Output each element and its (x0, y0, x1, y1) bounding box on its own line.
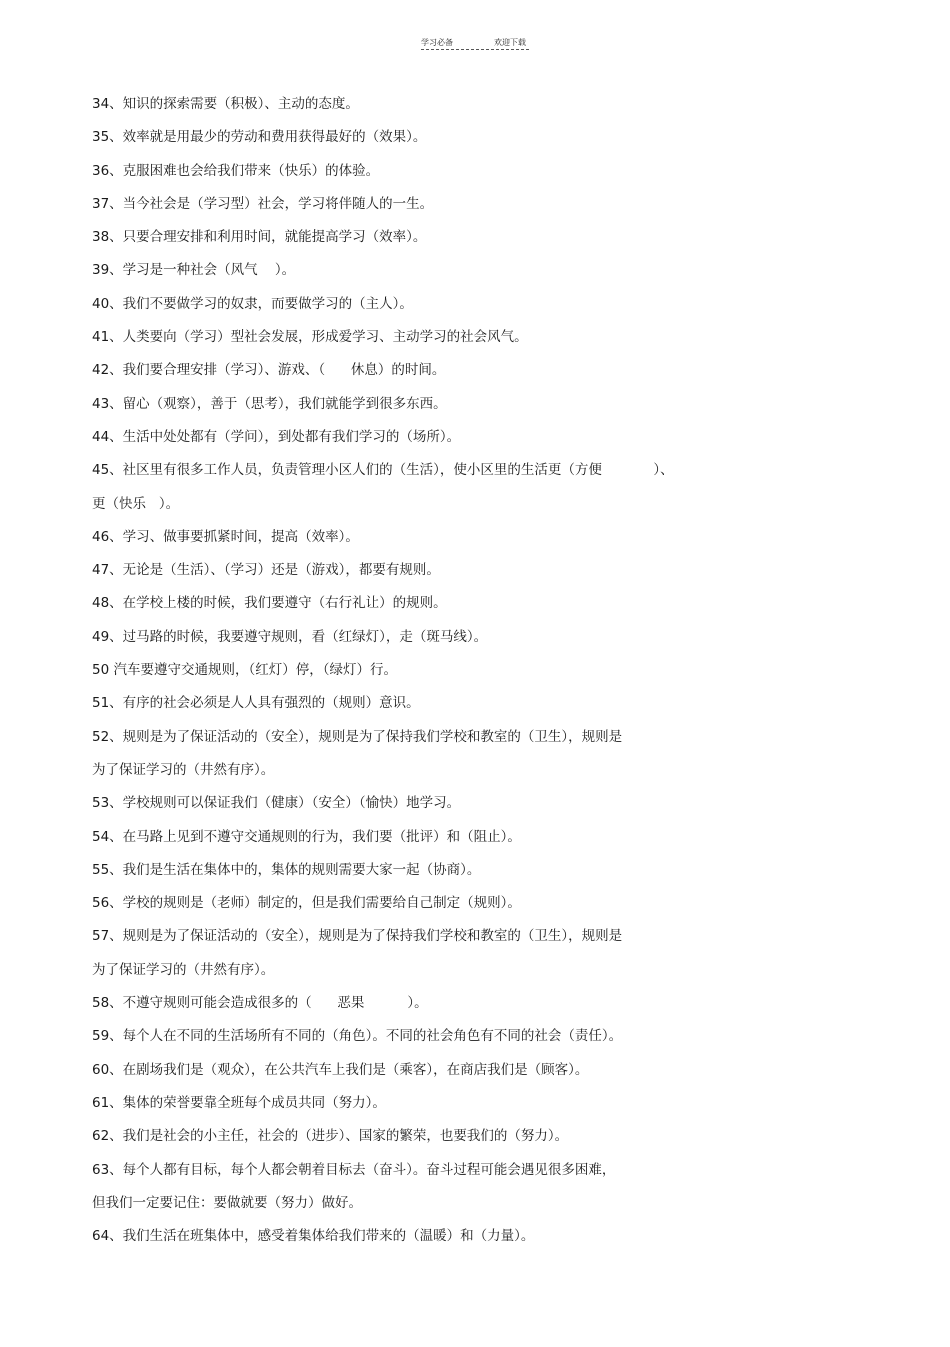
text-line: 39、学习是一种社会（风气 ）。 (92, 262, 296, 279)
text-line: 59、每个人在不同的生活场所有不同的（角色）。不同的社会角色有不同的社会（责任）。 (92, 1028, 623, 1045)
text-line: 为了保证学习的（井然有序）。 (92, 761, 275, 778)
text-line: 50 汽车要遵守交通规则，（红灯）停，（绿灯）行。 (92, 662, 397, 679)
text-line: 为了保证学习的（井然有序）。 (92, 961, 275, 978)
text-line: 43、留心（观察），善于（思考），我们就能学到很多东西。 (92, 395, 447, 412)
page-header (421, 37, 531, 51)
header-right-text: 欢迎下载 (494, 38, 526, 47)
text-line: 52、规则是为了保证活动的（安全），规则是为了保持我们学校和教室的（卫生），规则是 (92, 728, 623, 745)
text-line: 62、我们是社会的小主任，社会的（进步）、国家的繁荣，也要我们的（努力）。 (92, 1128, 569, 1145)
text-line: 35、效率就是用最少的劳动和费用获得最好的（效果）。 (92, 129, 427, 146)
text-line: 44、生活中处处都有（学问），到处都有我们学习的（场所）。 (92, 428, 461, 445)
text-line: 41、人类要向（学习）型社会发展，形成爱学习、主动学习的社会风气。 (92, 329, 528, 346)
text-line: 61、集体的荣誉要靠全班每个成员共同（努力）。 (92, 1094, 386, 1111)
text-line: 但我们一定要记住：要做就要（努力）做好。 (92, 1194, 362, 1211)
text-line: 更（快乐 ）。 (92, 495, 180, 512)
header-left-text: 学习必备 (421, 38, 453, 47)
text-line: 60、在剧场我们是（观众），在公共汽车上我们是（乘客），在商店我们是（顾客）。 (92, 1061, 589, 1078)
text-line: 48、在学校上楼的时候，我们要遵守（右行礼让）的规则。 (92, 595, 447, 612)
text-line: 58、不遵守规则可能会造成很多的（ 恶果 ）。 (92, 995, 428, 1012)
text-line: 45、社区里有很多工作人员，负责管理小区人们的（生活），使小区里的生活更（方便 ）、 (92, 462, 674, 479)
text-line: 51、有序的社会必须是人人具有强烈的（规则）意识。 (92, 695, 420, 712)
text-line: 36、克服困难也会给我们带来（快乐）的体验。 (92, 162, 380, 179)
text-line: 40、我们不要做学习的奴隶，而要做学习的（主人）。 (92, 295, 413, 312)
header-dashed-rule (421, 49, 529, 50)
text-line: 34、知识的探索需要（积极）、主动的态度。 (92, 96, 359, 112)
text-line: 54、在马路上见到不遵守交通规则的行为，我们要（批评）和（阻止）。 (92, 828, 521, 845)
text-line: 56、学校的规则是（老师）制定的，但是我们需要给自己制定（规则）。 (92, 895, 521, 912)
text-line: 38、只要合理安排和利用时间，就能提高学习（效率）。 (92, 229, 427, 246)
text-line: 63、每个人都有目标，每个人都会朝着目标去（奋斗）。奋斗过程可能会遇见很多困难， (92, 1161, 616, 1178)
text-line: 46、学习、做事要抓紧时间，提高（效率）。 (92, 528, 359, 545)
text-line: 53、学校规则可以保证我们（健康）（安全）（愉快）地学习。 (92, 795, 461, 812)
text-line: 49、过马路的时候，我要遵守规则，看（红绿灯），走（斑马线）。 (92, 628, 488, 645)
text-line: 37、当今社会是（学习型）社会，学习将伴随人的一生。 (92, 195, 434, 212)
text-line: 47、无论是（生活）、（学习）还是（游戏），都要有规则。 (92, 562, 440, 579)
text-line: 42、我们要合理安排（学习）、游戏、（ 休息）的时间。 (92, 362, 446, 379)
text-line: 55、我们是生活在集体中的，集体的规则需要大家一起（协商）。 (92, 861, 481, 878)
text-line: 64、我们生活在班集体中，感受着集体给我们带来的（温暖）和（力量）。 (92, 1228, 535, 1245)
document-body (92, 96, 792, 1261)
text-line: 57、规则是为了保证活动的（安全），规则是为了保持我们学校和教室的（卫生），规则是 (92, 928, 623, 945)
